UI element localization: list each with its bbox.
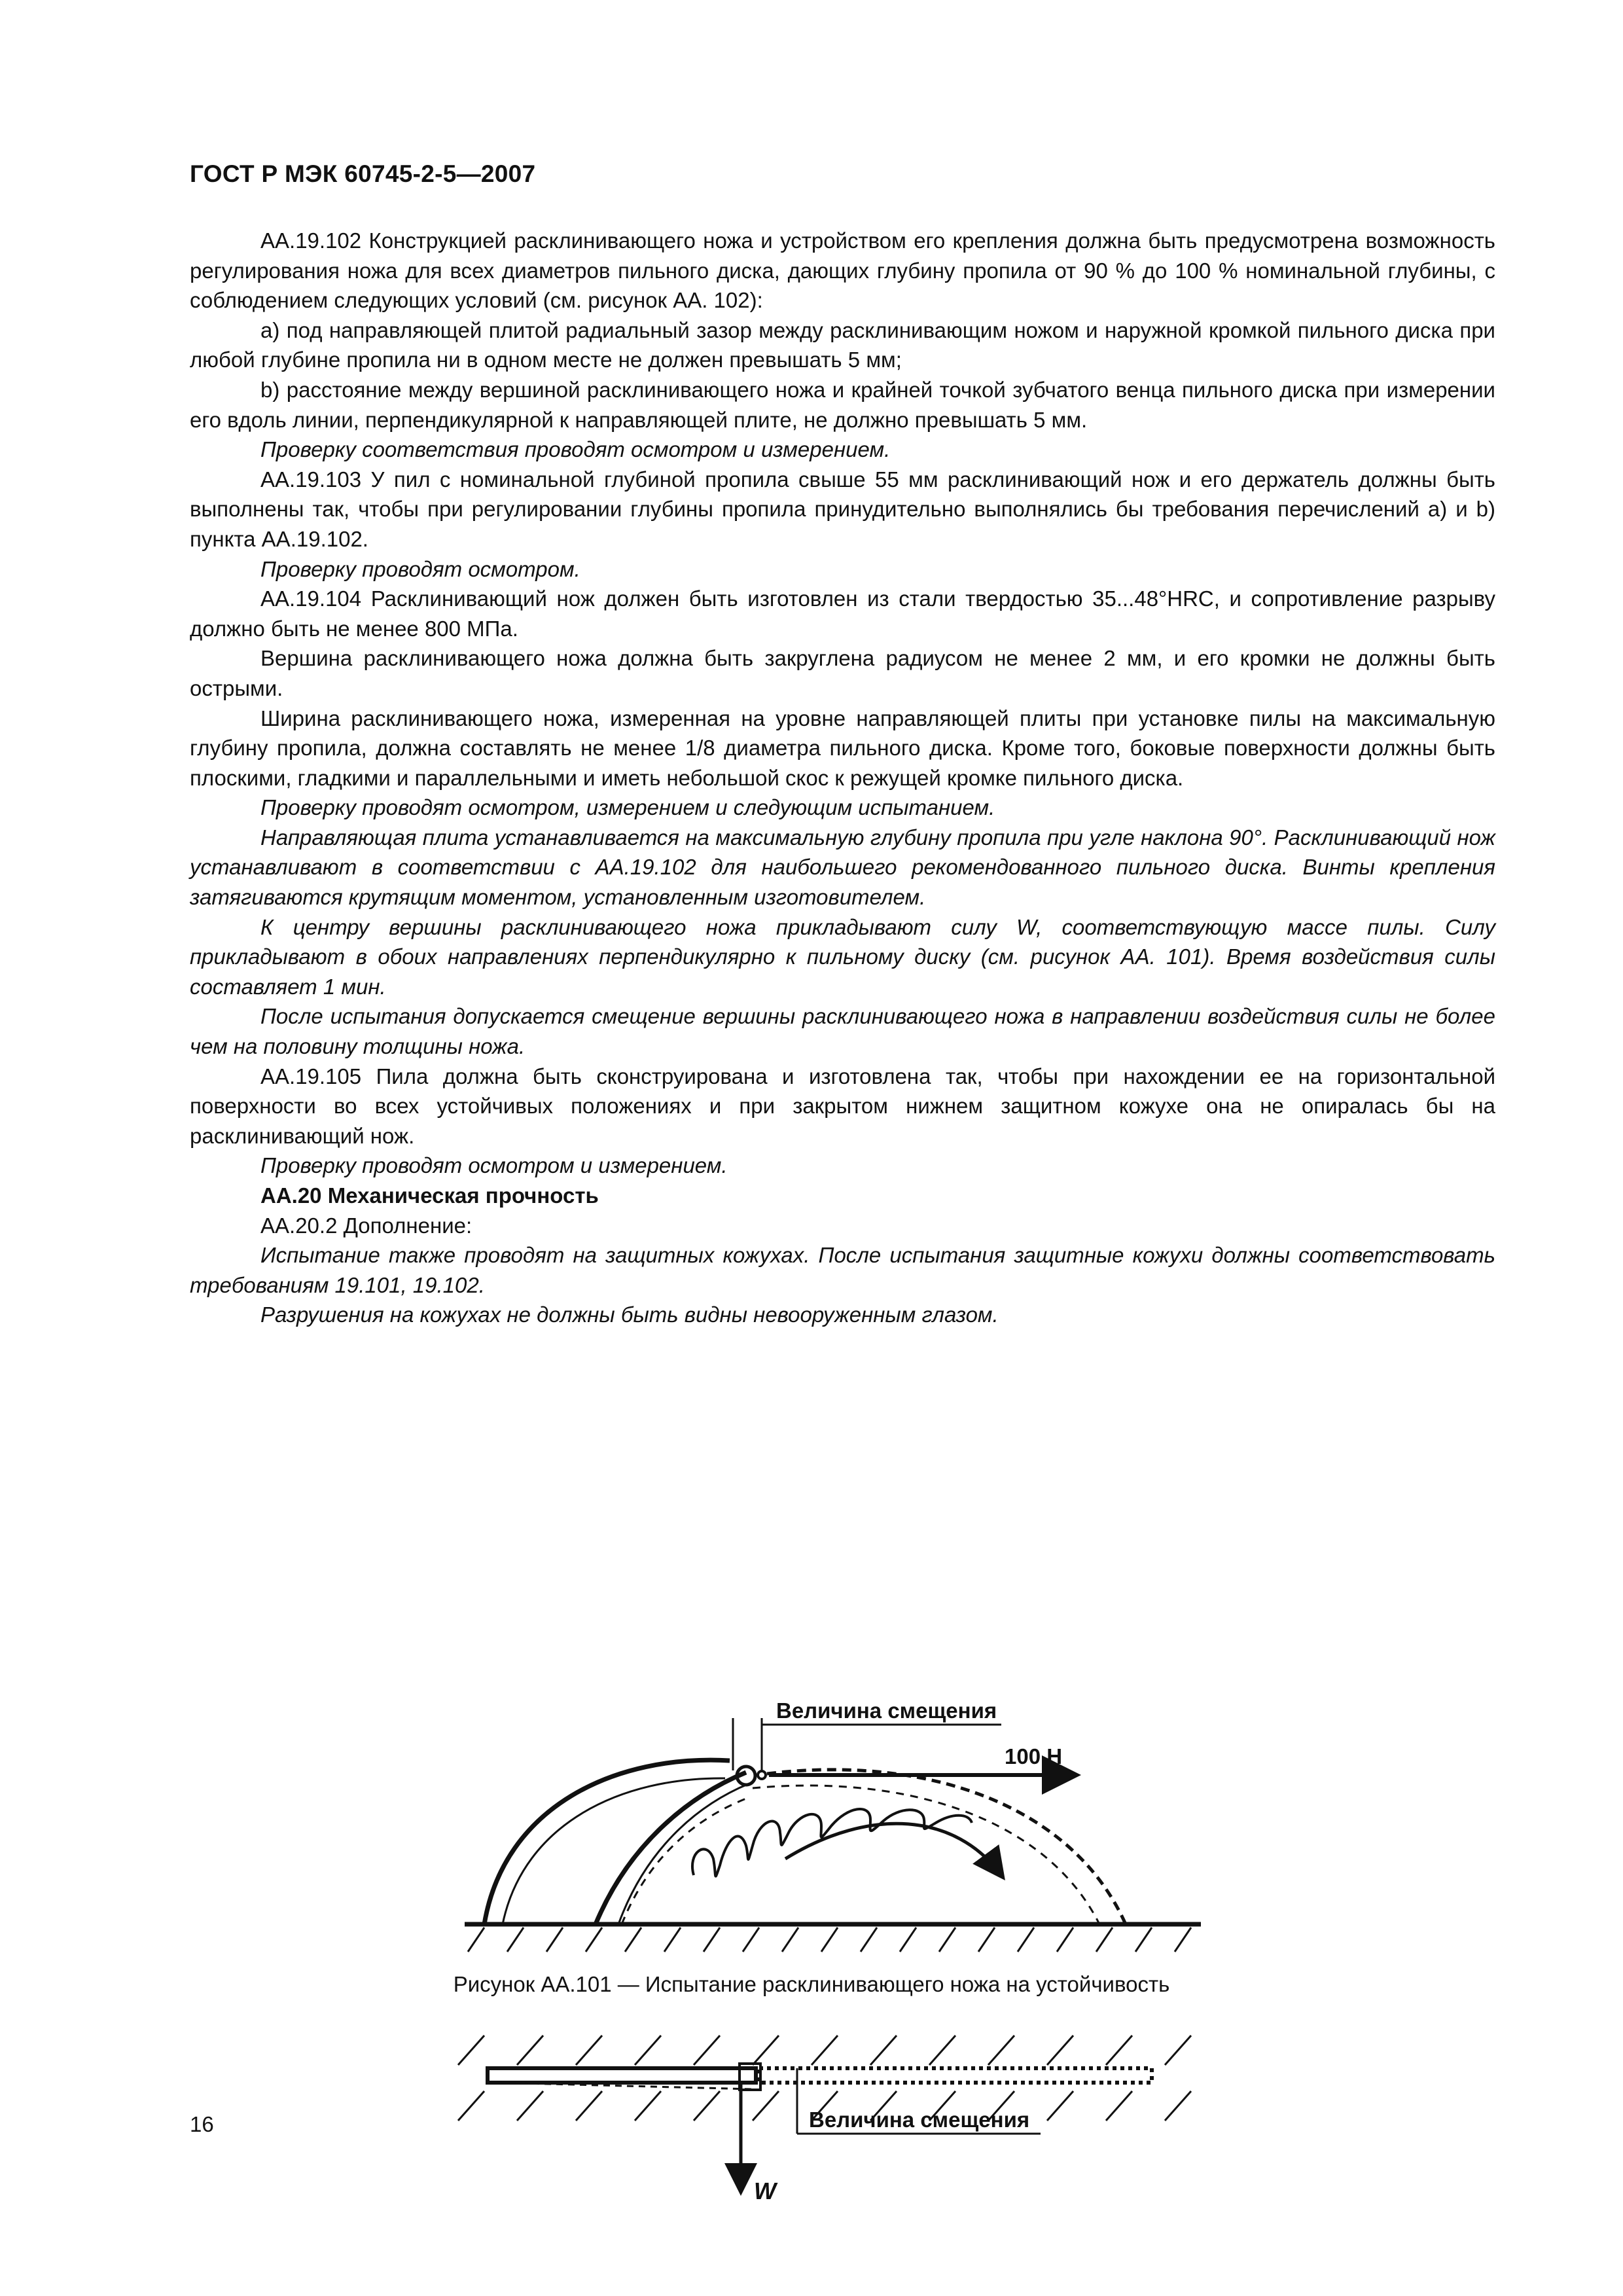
document-header: ГОСТ Р МЭК 60745-2-5—2007 bbox=[190, 160, 536, 187]
knife-plan-outline bbox=[488, 2068, 756, 2083]
saw-blade-inner-left bbox=[622, 1799, 746, 1924]
test-note: Проверку соответствия проводят осмотром и измерением. bbox=[260, 437, 891, 462]
rotation-arrow bbox=[785, 1823, 1001, 1875]
blade-plan bbox=[759, 2068, 1152, 2083]
upper-hatching bbox=[458, 2036, 1191, 2065]
test-procedure-force: К центру вершины расклинивающего ножа прикладывают силу W, соответствующую массе пилы. Силу прикладывают в обоих направлениях перпендикулярно к пильному диску (см. рисунок АА. 101). Время воздействия силы составляет 1 мин. bbox=[190, 914, 1495, 999]
paragraph-tip-radius: Вершина расклинивающего ножа должна быть закруглена радиусом не менее 2 мм, и его кромки не должны быть острыми. bbox=[190, 646, 1495, 700]
test-note: Проверку проводят осмотром, измерением и следующим испытанием. bbox=[260, 795, 995, 820]
test-guards: Испытание также проводят на защитных кожухах. После испытания защитные кожухи должны соответствовать требованиям 19.101, 19.102. bbox=[190, 1243, 1495, 1297]
paragraph-aa-19-102: AA.19.102 Конструкцией расклинивающего ножа и устройством его крепления должна быть предусмотрена возможность регулирования ножа для всех диаметров пильного диска, дающих глубину пропила от 90 % до 100 % номинальной глубины, с соблюдением следующих условий (см. рисунок АА. 102): bbox=[190, 228, 1495, 313]
label-force-100n: 100 Н bbox=[1005, 1744, 1063, 1768]
paragraph-aa-19-103: AA.19.103 У пил с номинальной глубиной пропила свыше 55 мм расклинивающий нож и его держатель должны быть выполнены так, чтобы при регулировании глубины пропила принудительно выполнялись бы требования перечислений а) и b) пункта АА.19.102. bbox=[190, 467, 1495, 551]
saw-blade-edge bbox=[767, 1770, 1126, 1924]
label-displacement-top: Величина смещения bbox=[776, 1698, 997, 1723]
saw-blade-inner bbox=[753, 1785, 1099, 1924]
list-item-a: a) под направляющей плитой радиальный зазор между расклинивающим ножом и наружной кромкой пильного диска при любой глубине пропила ни в одном месте не должен превышать 5 мм; bbox=[190, 317, 1495, 372]
test-procedure-plate: Направляющая плита устанавливается на максимальную глубину пропила при угле наклона 90°. Расклинивающий нож устанавливают в соответствии с АА.19.102 для наибольшего рекомендованного пильного диска. Винты крепления затягиваются крутящим моментом, установленным изготовителем. bbox=[190, 825, 1495, 910]
paragraph-aa-19-105: AA.19.105 Пила должна быть сконструирована и изготовлена так, чтобы при нахождении ее на горизонтальной поверхности во всех устойчивых положениях и при закрытом нижнем защитном кожухе она не опиралась бы на расклинивающий нож. bbox=[190, 1064, 1495, 1148]
test-guards-damage: Разрушения на кожухах не должны быть видны невооруженным глазом. bbox=[260, 1302, 999, 1327]
figure-caption: Рисунок АА.101 — Испытание расклинивающего ножа на устойчивость bbox=[453, 1972, 1170, 1996]
section-heading-aa-20: AA.20 Механическая прочность bbox=[260, 1183, 599, 1208]
test-procedure-result: После испытания допускается смещение вершины расклинивающего ножа в направлении воздействия силы не более чем на половину толщины ножа. bbox=[190, 1004, 1495, 1059]
test-note: Проверку проводят осмотром и измерением. bbox=[260, 1153, 728, 1178]
label-displacement-bottom: Величина смещения bbox=[809, 2108, 1030, 2132]
side-view-diagram bbox=[465, 1718, 1201, 1952]
saw-teeth bbox=[692, 1809, 972, 1876]
label-weight-w: W bbox=[754, 2178, 776, 2204]
paragraph-aa-20-2: AA.20.2 Дополнение: bbox=[260, 1213, 473, 1238]
paragraph-knife-width: Ширина расклинивающего ножа, измеренная на уровне направляющей плиты при установке пилы на максимальную глубину пропила, должна составлять не менее 1/8 диаметра пильного диска. Кроме того, боковые поверхности должны быть плоскими, гладкими и параллельными и иметь небольшой скос к режущей кромке пильного диска. bbox=[190, 706, 1495, 790]
page-number: 16 bbox=[190, 2112, 214, 2136]
base-hatching bbox=[468, 1928, 1191, 1952]
knife-tip-displaced bbox=[758, 1771, 766, 1779]
paragraph-aa-19-104: AA.19.104 Расклинивающий нож должен быть изготовлен из стали твердостью 35...48°HRC, и сопротивление разрыву должно быть не менее 800 МПа. bbox=[190, 586, 1495, 641]
test-note: Проверку проводят осмотром. bbox=[260, 556, 580, 581]
list-item-b: b) расстояние между вершиной расклинивающего ножа и крайней точкой зубчатого венца пильного диска при измерении его вдоль линии, перпендикулярной к направляющей плите, не должно превышать 5 мм. bbox=[190, 377, 1495, 432]
document-body bbox=[190, 226, 1495, 1330]
